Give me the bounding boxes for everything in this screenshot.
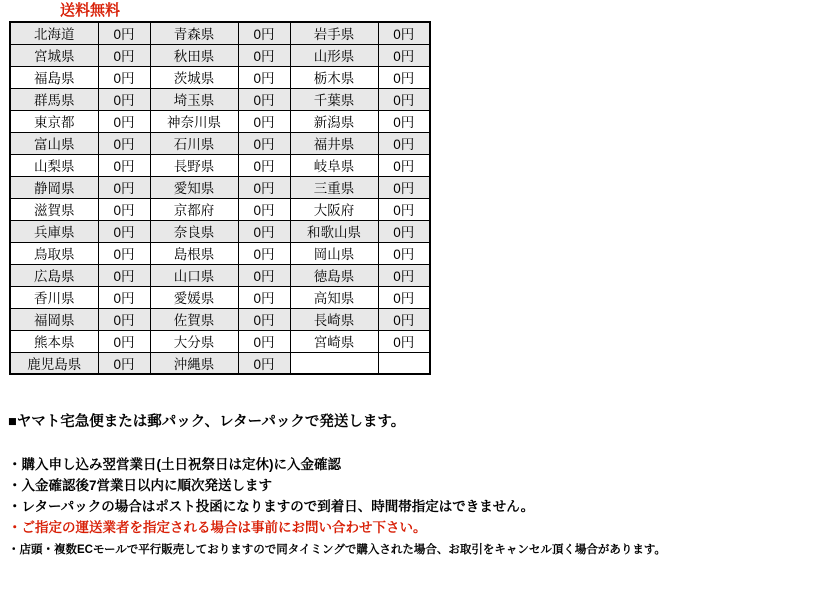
fee-cell: 0円 (98, 352, 150, 374)
prefecture-cell: 和歌山県 (290, 220, 378, 242)
table-row (10, 22, 430, 44)
table-row (10, 286, 430, 308)
prefecture-cell: 石川県 (150, 132, 238, 154)
shipping-fee-table-wrapper (9, 21, 431, 375)
prefecture-cell: 沖縄県 (150, 352, 238, 374)
prefecture-cell: 北海道 (10, 22, 98, 44)
fee-cell: 0円 (238, 220, 290, 242)
fee-cell: 0円 (238, 198, 290, 220)
prefecture-cell: 山口県 (150, 264, 238, 286)
fee-cell: 0円 (98, 66, 150, 88)
note-line-letterpack: ・レターパックの場合はポスト投函になりますので到着日、時間帯指定はできません。 (8, 499, 535, 514)
prefecture-cell: 福岡県 (10, 308, 98, 330)
fee-cell: 0円 (98, 308, 150, 330)
prefecture-cell: 佐賀県 (150, 308, 238, 330)
prefecture-cell: 山梨県 (10, 154, 98, 176)
prefecture-cell: 長崎県 (290, 308, 378, 330)
prefecture-cell: 島根県 (150, 242, 238, 264)
table-row (10, 176, 430, 198)
fee-cell: 0円 (238, 154, 290, 176)
table-row (10, 220, 430, 242)
fee-cell: 0円 (98, 286, 150, 308)
table-row (10, 132, 430, 154)
fee-cell: 0円 (238, 264, 290, 286)
table-row (10, 110, 430, 132)
fee-cell: 0円 (378, 88, 430, 110)
prefecture-cell: 熊本県 (10, 330, 98, 352)
fee-cell: 0円 (378, 110, 430, 132)
fee-cell: 0円 (378, 242, 430, 264)
fee-cell: 0円 (238, 66, 290, 88)
table-row (10, 198, 430, 220)
prefecture-cell: 大阪府 (290, 198, 378, 220)
prefecture-cell: 岐阜県 (290, 154, 378, 176)
prefecture-cell: 神奈川県 (150, 110, 238, 132)
prefecture-cell: 兵庫県 (10, 220, 98, 242)
notes-heading: ■ヤマト宅急便または郵パック、レターパックで発送します。 (8, 414, 406, 430)
fee-cell: 0円 (238, 110, 290, 132)
prefecture-cell: 福島県 (10, 66, 98, 88)
fee-cell: 0円 (378, 330, 430, 352)
fee-cell: 0円 (98, 88, 150, 110)
fee-cell: 0円 (238, 176, 290, 198)
prefecture-cell: 静岡県 (10, 176, 98, 198)
fee-cell: 0円 (98, 154, 150, 176)
prefecture-cell: 群馬県 (10, 88, 98, 110)
fee-cell: 0円 (98, 242, 150, 264)
table-row (10, 44, 430, 66)
prefecture-cell: 高知県 (290, 286, 378, 308)
fee-cell: 0円 (378, 198, 430, 220)
note-line-payment-confirm: ・購入申し込み翌営業日(土日祝祭日は定休)に入金確認 (8, 457, 341, 472)
prefecture-cell: 新潟県 (290, 110, 378, 132)
fee-cell: 0円 (98, 22, 150, 44)
fee-cell: 0円 (378, 220, 430, 242)
fee-cell: 0円 (378, 308, 430, 330)
table-row (10, 242, 430, 264)
fee-cell: 0円 (378, 44, 430, 66)
prefecture-cell: 愛媛県 (150, 286, 238, 308)
prefecture-cell: 埼玉県 (150, 88, 238, 110)
prefecture-cell: 茨城県 (150, 66, 238, 88)
fee-cell: 0円 (238, 308, 290, 330)
table-row (10, 154, 430, 176)
prefecture-cell: 福井県 (290, 132, 378, 154)
prefecture-cell: 滋賀県 (10, 198, 98, 220)
note-line-parallel-sales: ・店頭・複数ECモールで平行販売しておりますので同タイミングで購入された場合、お取引をキャンセル頂く場合があります。 (8, 544, 666, 556)
prefecture-cell: 奈良県 (150, 220, 238, 242)
shipping-notes (8, 412, 814, 560)
fee-cell: 0円 (378, 264, 430, 286)
prefecture-cell: 栃木県 (290, 66, 378, 88)
prefecture-cell: 長野県 (150, 154, 238, 176)
prefecture-cell: 愛知県 (150, 176, 238, 198)
free-shipping-banner: 送料無料 (60, 2, 121, 19)
fee-cell: 0円 (378, 286, 430, 308)
prefecture-cell: 鹿児島県 (10, 352, 98, 374)
prefecture-cell: 徳島県 (290, 264, 378, 286)
fee-cell: 0円 (238, 242, 290, 264)
fee-cell: 0円 (238, 88, 290, 110)
prefecture-cell: 千葉県 (290, 88, 378, 110)
fee-cell: 0円 (238, 286, 290, 308)
prefecture-cell: 鳥取県 (10, 242, 98, 264)
prefecture-cell: 三重県 (290, 176, 378, 198)
fee-cell: 0円 (98, 264, 150, 286)
table-row (10, 352, 430, 374)
prefecture-cell: 香川県 (10, 286, 98, 308)
fee-cell: 0円 (98, 198, 150, 220)
note-line-dispatch: ・入金確認後7営業日以内に順次発送します (8, 478, 273, 493)
fee-cell: 0円 (238, 44, 290, 66)
prefecture-cell: 富山県 (10, 132, 98, 154)
prefecture-cell: 宮崎県 (290, 330, 378, 352)
fee-cell: 0円 (98, 176, 150, 198)
table-row (10, 264, 430, 286)
fee-cell: 0円 (378, 132, 430, 154)
fee-cell: 0円 (98, 330, 150, 352)
fee-cell: 0円 (378, 66, 430, 88)
fee-cell: 0円 (98, 110, 150, 132)
fee-cell: 0円 (378, 154, 430, 176)
fee-cell: 0円 (98, 44, 150, 66)
fee-cell: 0円 (238, 352, 290, 374)
prefecture-cell: 岩手県 (290, 22, 378, 44)
note-line-carrier-request: ・ご指定の運送業者を指定される場合は事前にお問い合わせ下さい。 (8, 520, 427, 535)
fee-cell: 0円 (98, 132, 150, 154)
fee-cell: 0円 (238, 330, 290, 352)
fee-cell: 0円 (98, 220, 150, 242)
fee-cell: 0円 (238, 22, 290, 44)
prefecture-cell: 広島県 (10, 264, 98, 286)
prefecture-cell: 岡山県 (290, 242, 378, 264)
fee-cell: 0円 (378, 22, 430, 44)
prefecture-cell: 宮城県 (10, 44, 98, 66)
prefecture-cell: 東京都 (10, 110, 98, 132)
table-row (10, 88, 430, 110)
prefecture-cell: 京都府 (150, 198, 238, 220)
empty-cell (378, 352, 430, 374)
fee-cell: 0円 (378, 176, 430, 198)
prefecture-cell: 秋田県 (150, 44, 238, 66)
fee-cell: 0円 (238, 132, 290, 154)
table-row (10, 66, 430, 88)
table-row (10, 308, 430, 330)
table-row (10, 330, 430, 352)
prefecture-cell: 青森県 (150, 22, 238, 44)
prefecture-cell: 山形県 (290, 44, 378, 66)
prefecture-cell: 大分県 (150, 330, 238, 352)
shipping-fee-table-body (10, 22, 430, 374)
shipping-fee-table (9, 21, 431, 375)
empty-cell (290, 352, 378, 374)
